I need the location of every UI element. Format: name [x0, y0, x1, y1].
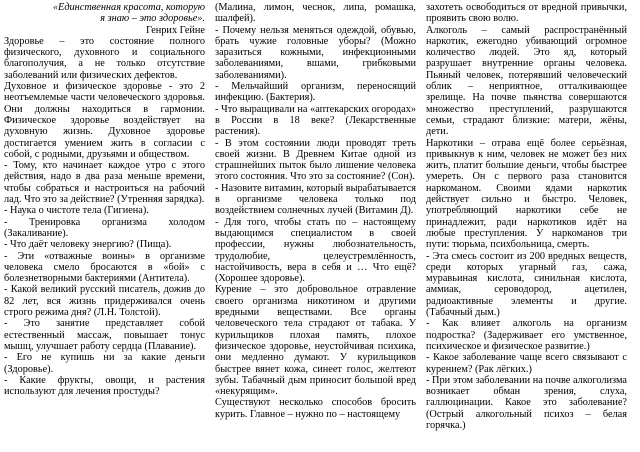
- paragraph: - В этом состоянии люди проводят треть своей жизни. В Древнем Китае одной из страшнейших пыток было лишение человека этого состояния. Что это за состояние? (Сон).: [215, 137, 416, 183]
- epigraph-line: я знаю – это здоровье».: [100, 13, 205, 25]
- epigraph-line: «Единственная красота, которую: [52, 2, 205, 13]
- text-column-2: [215, 2, 416, 452]
- paragraph: захотеть освободиться от вредной привычки, проявить свою волю.: [426, 2, 627, 25]
- text-column-3: [426, 2, 627, 452]
- paragraph: Духовное и физическое здоровье - это 2 неотъемлемые части человеческого здоровья. Они должны находиться в гармонии. Физическое здоровье воздействует на духовную жизнь. Духовное здоровье достигается умением жить в согласии с собой, с родными, друзьями и обществом.: [4, 81, 205, 160]
- paragraph: - Эти «отважные воины» в организме человека смело бросаются в «бой» с болезнетворными бактериями (Антитела).: [4, 250, 205, 285]
- paragraph: - Что даёт человеку энергию? (Пища).: [4, 239, 172, 251]
- paragraph: Существуют несколько способов бросить курить. Главное – нужно по – настоящему: [215, 397, 416, 420]
- paragraph: Курение – это добровольное отравление своего организма никотином и другими вредными веществами. Все органы человеческого тела страдают от табака. У курильщиков плохая память, плохое физическое здоровье, неустойчивая психика, они медленно думают. У курильщиков быстрее вянет кожа, синеет голос, желтеют зубы. Табачный дым приносит большой вред «некурящим».: [215, 284, 416, 398]
- paragraph: - Тренировка организма холодом (Закаливание).: [4, 216, 205, 239]
- paragraph: - При этом заболевании на почве алкоголизма возникает обман зрения, слуха, галлюцинации. Какое это заболевание? (Острый алкогольный психоз – белая горячка.): [426, 374, 627, 431]
- paragraph: (Малина, лимон, чеснок, липа, ромашка, шалфей).: [215, 2, 416, 25]
- paragraph: - Какие фрукты, овощи, и растения используют для лечения простуды?: [4, 374, 205, 398]
- paragraph: Здоровье – это состояние полного физического, духовного и социального благополучия, а не только отсутствие заболеваний или физических дефектов.: [4, 35, 205, 81]
- paragraph: - Какое заболевание чаще всего связывают с курением? (Рак лёгких.): [426, 352, 627, 375]
- epigraph-author: Генрих Гейне: [146, 24, 205, 36]
- paragraph: - Это занятие представляет собой естественный массаж, повышает тонус мышц, улучшает работу сердца (Плавание).: [4, 318, 205, 352]
- paragraph: - Какой великий русский писатель, дожив до 82 лет, вся жизнь придерживался очень строго режима дня? (Л.Н. Толстой).: [4, 284, 205, 319]
- paragraph: - Эта смесь состоит из 200 вредных веществ, среди которых угарный газ, сажа, муравьиная кислота, синильная кислота, аммиак, сероводород, ацетилен, радиоактивные элементы и другие. (Табачный дым.): [426, 250, 627, 319]
- paragraph: Наркотики – отрава ещё более серьёзная, привыкнув к ним, человек не может без них жить, платит большие деньги, чтобы быстрее умереть. Он с первого раза становится наркоманом. Своими ядами наркотик действует сильно и быстро. Человек, употребляющий наркотики себе не принадлежит, ради наркотиков идёт на любые преступления. У наркоманов три пути: тюрьма, психбольница, смерть.: [426, 137, 627, 251]
- paragraph: - Мельчайший организм, переносящий инфекцию. (Бактерия).: [215, 81, 416, 104]
- paragraph: - Для того, чтобы стать по – настоящему выдающимся специалистом в своей профессии, нужны любознательность, трудолюбие, целеустремлённость, настойчивость, вера в себя и … Что ещё? (Хорошее здоровье).: [215, 216, 416, 285]
- paragraph: - Назовите витамин, который вырабатывается в организме человека только под воздействием солнечных лучей (Витамин Д).: [215, 182, 416, 217]
- paragraph: - Его не купишь ни за какие деньги (Здоровье).: [4, 352, 205, 375]
- paragraph: - Наука о чистоте тела (Гигиена).: [4, 205, 149, 217]
- paragraph: - Что выращивали на «аптекарских огородах» в России в 18 веке? (Лекарственные растения).: [215, 103, 416, 138]
- paragraph: Алкоголь – самый распространённый наркотик, ежегодно убивающий огромное количество людей. Это яд, который разрушает внутренние органы человека. Пьяный человек, потерявший человеческий облик – неприятное, отталкивающее зрелище. На почве пьянства совершаются множество преступлений, разрушаются семьи, страдают близкие: матери, жёны, дети.: [426, 24, 627, 138]
- text-column-1: [4, 2, 205, 452]
- paragraph: - Тому, кто начинает каждое утро с этого действия, надо в два раза меньше времени, чтобы собраться и настроиться на рабочий лад. Что это за действие? (Утренняя зарядка).: [4, 160, 205, 206]
- paragraph: - Как влияет алкоголь на организм подростка? (Задерживает его умственное, психическое и физическое развитие.): [426, 318, 627, 352]
- paragraph: - Почему нельзя меняться одеждой, обувью, брать чужие головные уборы? (Можно заразиться кожными, инфекционными заболеваниями, вшами, грибковыми заболеваниями).: [215, 24, 416, 81]
